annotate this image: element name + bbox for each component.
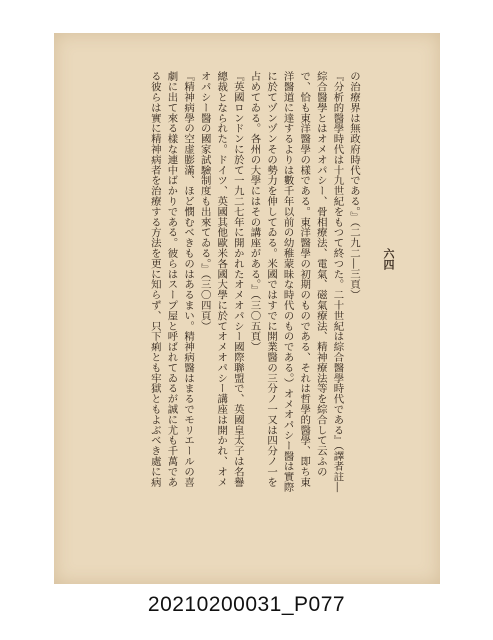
text-line: 占めてゐる。各州の大學にはその講座がある。』（三〇五頁） [248, 71, 261, 352]
image-caption: 20210200031_P077 [147, 593, 346, 616]
text-line: 洋醫道に達するよりは數千年以前の幼稚蒙昧な時代のものである。）オメオパシー醫は實際 [281, 71, 294, 493]
text-line: 劇に出て來る樣な連中ばかりである。彼らはスープ屋と呼ばれてゐるが誠に尤も千萬であ [165, 71, 178, 487]
text-line: の治療界は無政府時代である。』（二九二―三頁） [348, 71, 360, 300]
text-line: オパシー醫の國家試驗制度も出來てゐる。』（三〇四頁） [198, 71, 211, 331]
body-text [98, 71, 362, 579]
text-line: 總裁となられた。ドイツ、英國其他歐米各國大學に於てオメオパシー講座は開かれ、オメ [215, 71, 228, 487]
text-line: 『英國ロンドンに於て一九二七年に開かれたオメオパシー國際聯盟で、英國皇太子は名譽 [231, 71, 244, 487]
text-line: る彼らは實に精神病者を治療する方法を更に知らず、只下痢とも牢獄ともよぶべき處に病 [148, 71, 161, 487]
text-line: 『精神病學の空虚膨滿、ほど憫むべきものはあるまい。精神病醫はまるでモリエールの喜 [182, 71, 195, 487]
page-number: 六四 [382, 248, 395, 270]
text-line: に於てヅンヅンその勢力を伸してゐる。米國ではすでに開業醫の三分ノ一又は四分ノ一を [265, 71, 278, 487]
text-line: で、恰も東洋醫學の樣である。東洋醫學の初期のものである、それは哲學的醫學、即ち東 [298, 71, 311, 487]
text-line: 綜合醫學とはオメオパシー、骨相療法、電氣、磁氣療法、精神療法等を綜合して云ふの [314, 71, 327, 477]
text-line: 『分析的醫學時代は十九世紀をもつて終つた。二十世紀は綜合醫學時代である』（譯者註― [331, 71, 344, 493]
